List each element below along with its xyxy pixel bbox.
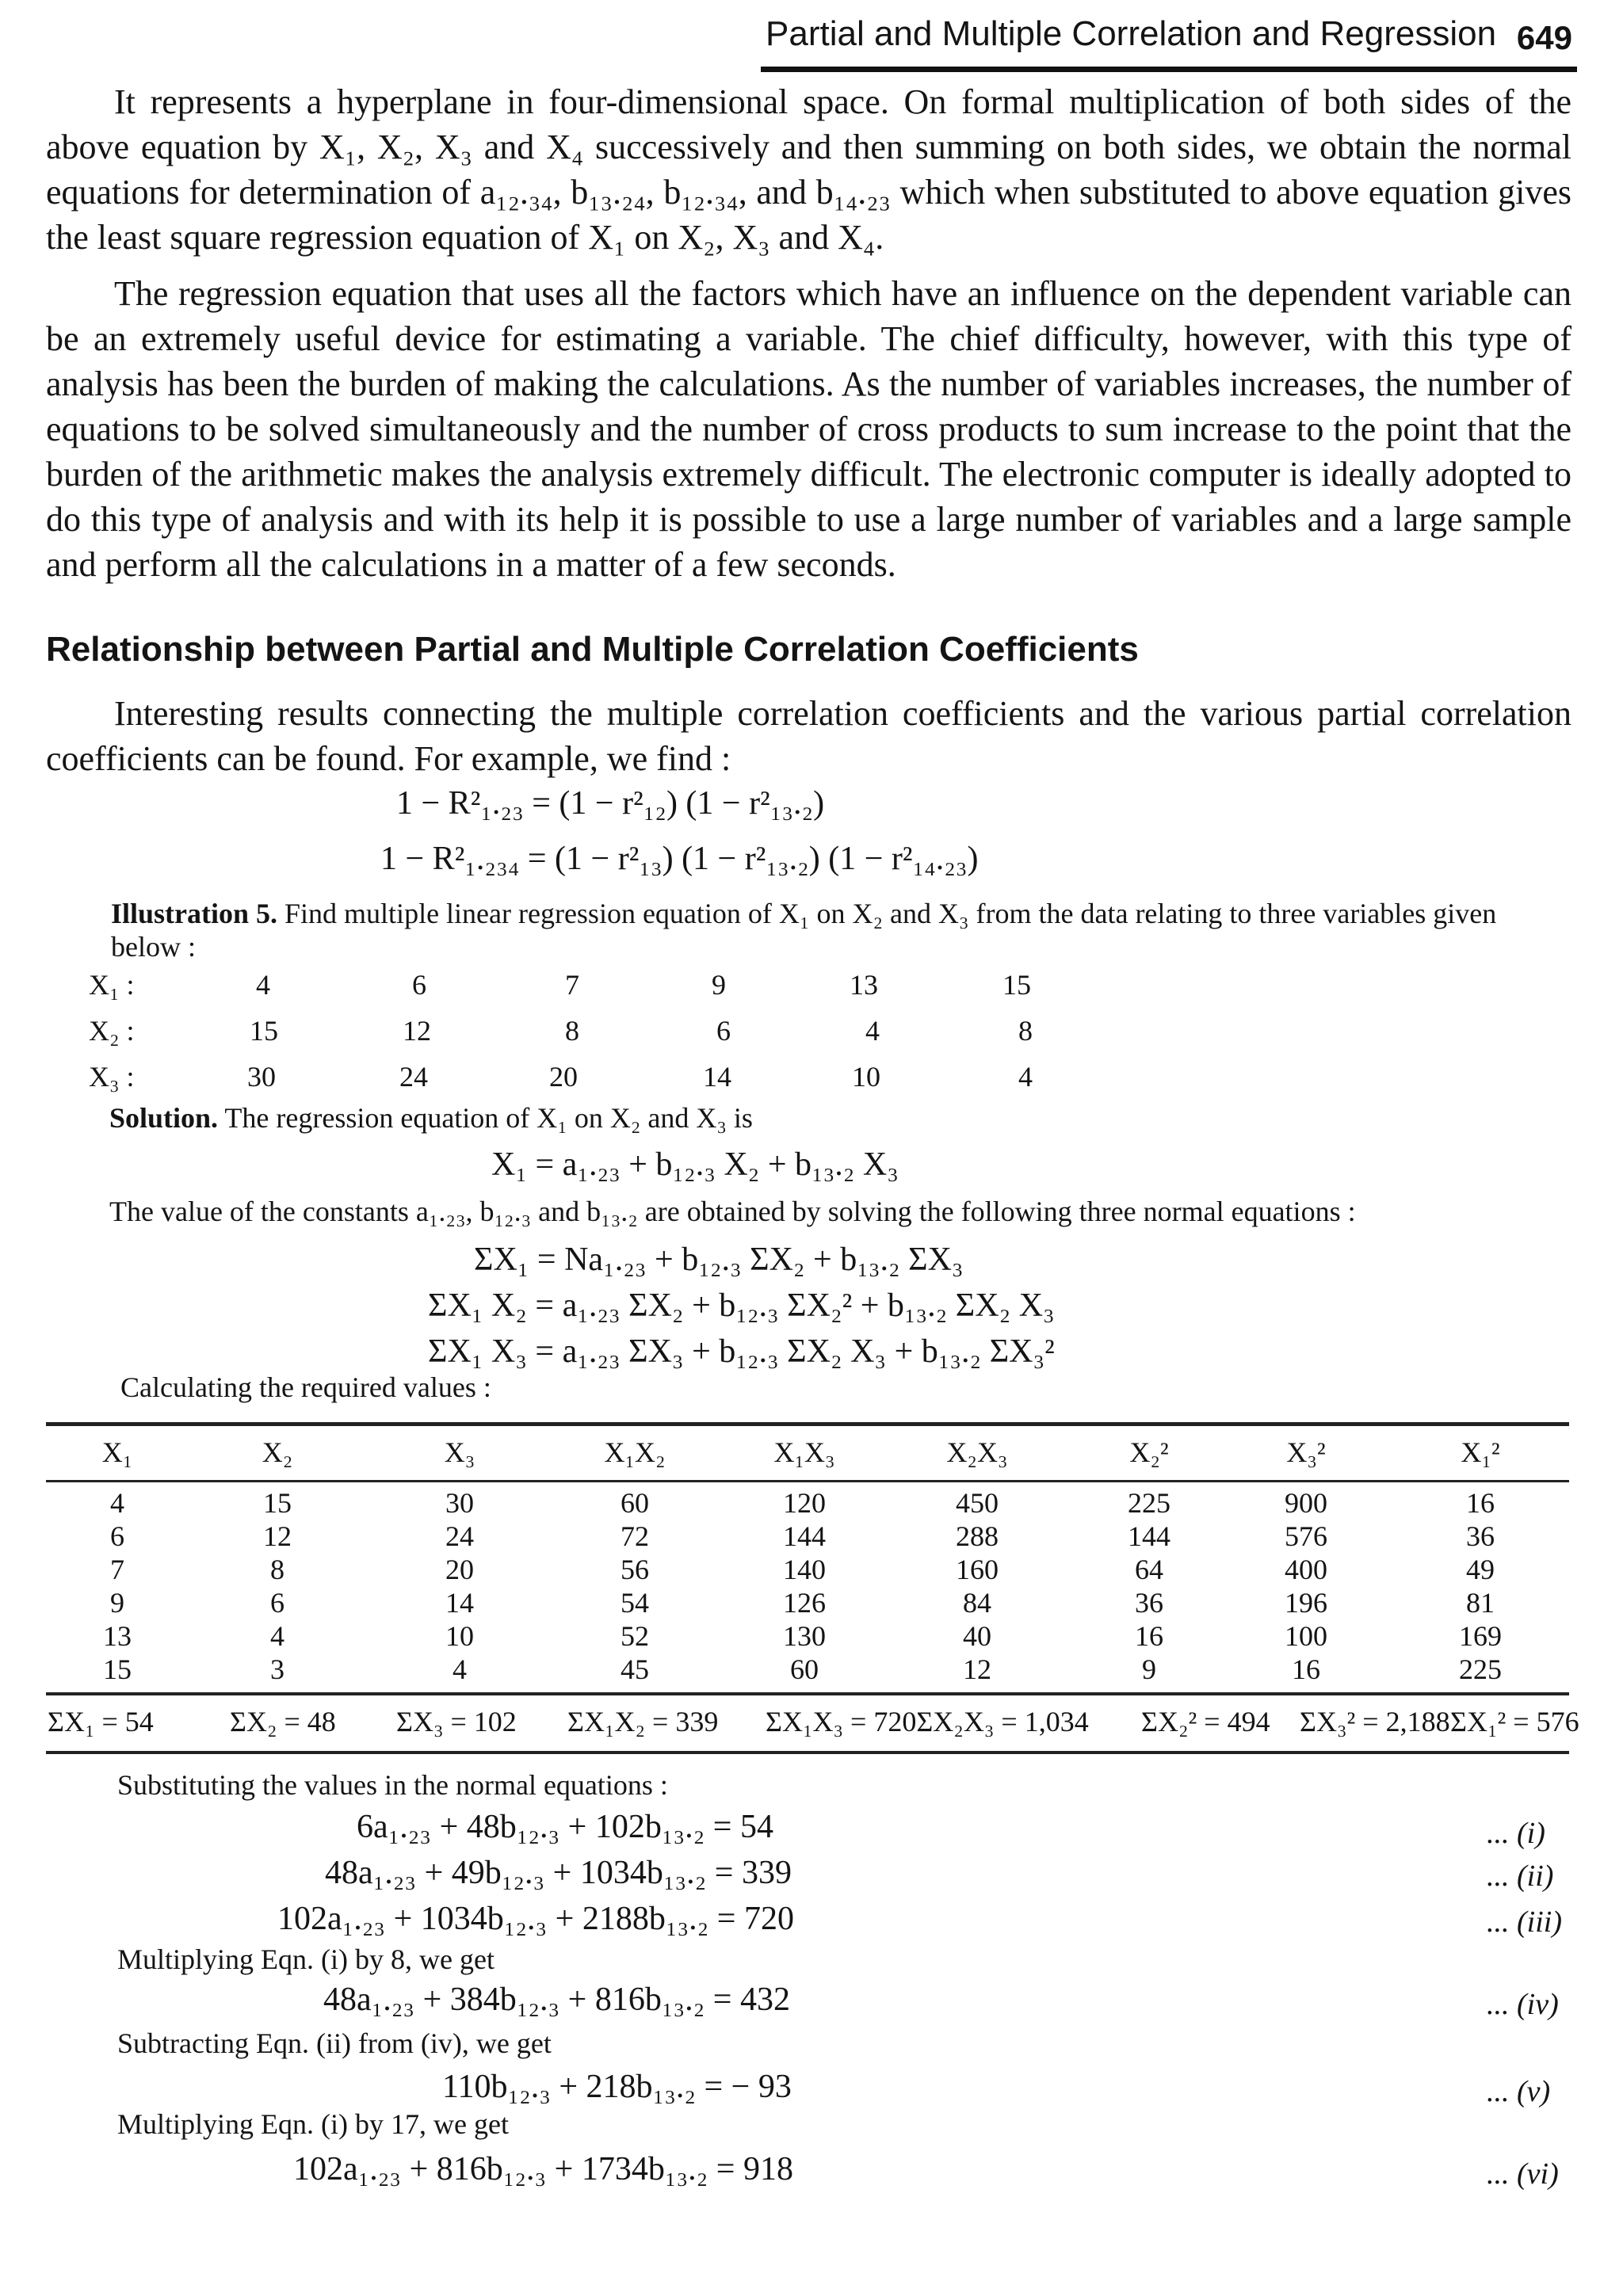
table-cell: 13 (103, 1620, 132, 1652)
table-header: X₃ (444, 1436, 475, 1468)
total-x3: ΣX₃ = 102 (396, 1706, 517, 1737)
given-x2-val: 8 (565, 1015, 579, 1047)
table-cell: 6 (110, 1520, 124, 1552)
table-cell: 16 (1292, 1653, 1320, 1685)
working-text-subtracting: Subtracting Eqn. (ii) from (iv), we get (117, 2027, 552, 2059)
table-cell: 225 (1128, 1487, 1170, 1519)
working-equation-v: 110b₁₂.₃ + 218b₁₃.₂ = − 93 (442, 2069, 792, 2105)
given-x3-val: 20 (549, 1061, 578, 1093)
given-x1-val: 13 (850, 969, 878, 1001)
table-cell: 72 (621, 1520, 649, 1552)
table-cell: 36 (1466, 1520, 1495, 1552)
table-cell: 14 (445, 1587, 474, 1619)
table-cell: 4 (453, 1653, 467, 1685)
table-cell: 3 (270, 1653, 285, 1685)
given-x1-label: X₁ : (89, 969, 135, 1001)
table-cell: 81 (1466, 1587, 1495, 1619)
table-cell: 144 (1128, 1520, 1170, 1552)
table-cell: 126 (783, 1587, 826, 1619)
table-header: X₃² (1286, 1436, 1326, 1468)
illustration-text: Find multiple linear regression equation of X₁ on X₂ and X₃ from the data relating to three variables given below : (111, 898, 1497, 963)
working-equation-iii: 102a₁.₂₃ + 1034b₁₂.₃ + 2188b₁₃.₂ = 720 (277, 1901, 794, 1937)
given-x3-val: 4 (1018, 1061, 1033, 1093)
table-cell: 100 (1285, 1620, 1327, 1652)
equation-tag-v: ... (v) (1487, 2075, 1551, 2108)
table-top-rule (46, 1422, 1569, 1426)
table-header: X₁X₂ (604, 1436, 666, 1468)
working-equation-iv: 48a₁.₂₃ + 384b₁₂.₃ + 816b₁₃.₂ = 432 (323, 1981, 790, 2018)
table-cell: 30 (445, 1487, 474, 1519)
given-x3-val: 14 (703, 1061, 731, 1093)
given-x1-val: 6 (412, 969, 426, 1001)
table-cell: 56 (621, 1554, 649, 1585)
table-cell: 160 (956, 1554, 999, 1585)
table-cell: 84 (963, 1587, 991, 1619)
table-cell: 576 (1285, 1520, 1327, 1552)
equation-tag-vi: ... (vi) (1487, 2157, 1559, 2191)
paragraph-hyperplane: It represents a hyperplane in four-dimensional space. On formal multiplication of both sides of the above equation by X₁, X₂, X₃ and X₄ successively and then summing on both sides, we obtain the normal equations for determination of a₁₂.₃₄, b₁₃.₂₄, b₁₂.₃₄, and b₁₄.₂₃ which when substituted to above equation gives the least square regression equation of X₁ on X₂, X₃ and X₄. (46, 82, 1571, 257)
given-x1-val: 9 (712, 969, 726, 1001)
total-x3-squared: ΣX₃² = 2,188 (1300, 1706, 1450, 1737)
table-header: X₁² (1461, 1436, 1500, 1468)
illustration-label: Illustration 5. (111, 898, 278, 929)
given-x3-val: 10 (852, 1061, 880, 1093)
table-cell: 169 (1459, 1620, 1502, 1652)
table-cell: 40 (963, 1620, 991, 1652)
table-cell: 12 (263, 1520, 292, 1552)
table-cell: 60 (790, 1653, 819, 1685)
table-cell: 64 (1135, 1554, 1163, 1585)
table-cell: 900 (1285, 1487, 1327, 1519)
section-heading: Relationship between Partial and Multiple Correlation Coefficients (46, 630, 1139, 669)
paragraph-interesting-results: Interesting results connecting the multiple correlation coefficients and the various partial correlation coefficients can be found. For example, we find : (46, 694, 1571, 778)
given-x2-val: 8 (1018, 1015, 1033, 1047)
table-cell: 49 (1466, 1554, 1495, 1585)
table-cell: 6 (270, 1587, 285, 1619)
table-cell: 7 (110, 1554, 124, 1585)
formula-r123: 1 − R²₁.₂₃ = (1 − r²₁₂) (1 − r²₁₃.₂) (396, 785, 825, 822)
given-x2-val: 6 (716, 1015, 731, 1047)
table-cell: 4 (110, 1487, 124, 1519)
table-cell: 15 (263, 1487, 292, 1519)
running-header-title: Partial and Multiple Correlation and Regression (766, 14, 1497, 53)
equation-tag-iv: ... (iv) (1487, 1988, 1559, 2021)
solution-text: The regression equation of X₁ on X₂ and X₃ is (224, 1102, 753, 1134)
table-header: X₂ (262, 1436, 293, 1468)
equation-tag-iii: ... (iii) (1487, 1905, 1562, 1939)
table-cell: 8 (270, 1554, 285, 1585)
illustration-5 (111, 897, 1569, 963)
given-x3-val: 30 (247, 1061, 276, 1093)
table-header: X₂X₃ (946, 1436, 1008, 1468)
given-x2-val: 12 (403, 1015, 431, 1047)
working-equation-i: 6a₁.₂₃ + 48b₁₂.₃ + 102b₁₃.₂ = 54 (357, 1809, 773, 1845)
table-cell: 288 (956, 1520, 999, 1552)
table-cell: 45 (621, 1653, 649, 1685)
table-header-rule (46, 1480, 1569, 1482)
table-cell: 12 (963, 1653, 991, 1685)
given-x1-val: 15 (1002, 969, 1031, 1001)
given-x3-val: 24 (399, 1061, 428, 1093)
working-equation-vi: 102a₁.₂₃ + 816b₁₂.₃ + 1734b₁₃.₂ = 918 (293, 2151, 793, 2187)
working-text-multiply-17: Multiplying Eqn. (i) by 17, we get (117, 2108, 509, 2140)
equation-tag-ii: ... (ii) (1487, 1859, 1554, 1893)
table-cell: 130 (783, 1620, 826, 1652)
table-cell: 400 (1285, 1554, 1327, 1585)
total-x2-squared: ΣX₂² = 494 (1141, 1706, 1270, 1737)
table-header: X₁ (101, 1436, 133, 1468)
working-text-substituting: Substituting the values in the normal equations : (117, 1769, 668, 1801)
table-cell: 52 (621, 1620, 649, 1652)
given-x1-val: 4 (256, 969, 270, 1001)
calc-text: Calculating the required values : (120, 1371, 491, 1403)
total-x2: ΣX₂ = 48 (230, 1706, 336, 1737)
table-cell: 120 (783, 1487, 826, 1519)
table-cell: 140 (783, 1554, 826, 1585)
normal-equation-2: ΣX₁ X₂ = a₁.₂₃ ΣX₂ + b₁₂.₃ ΣX₂² + b₁₃.₂ ΣX₂ X₃ (428, 1287, 1055, 1324)
table-cell: 196 (1285, 1587, 1327, 1619)
table-cell: 24 (445, 1520, 474, 1552)
table-cell: 9 (1142, 1653, 1156, 1685)
paragraph-regression-burden: The regression equation that uses all the factors which have an influence on the dependent variable can be an extremely useful device for estimating a variable. The chief difficulty, however, with this type of analysis has been the burden of making the calculations. As the number of variables increases, the number of equations to be solved simultaneously and the number of cross products to sum increase to the point that the burden of the arithmetic makes the analysis extremely difficult. The electronic computer is ideally adopted to do this type of analysis and with its help it is possible to use a large number of variables and a large sample and perform all the calculations in a matter of a few seconds. (46, 274, 1571, 584)
working-text-multiply-8: Multiplying Eqn. (i) by 8, we get (117, 1943, 495, 1975)
table-cell: 16 (1135, 1620, 1163, 1652)
given-x3-label: X₃ : (89, 1061, 135, 1093)
given-x2-val: 15 (250, 1015, 278, 1047)
table-bottom-rule (46, 1751, 1569, 1754)
equation-tag-i: ... (i) (1487, 1817, 1545, 1850)
regression-equation: X₁ = a₁.₂₃ + b₁₂.₃ X₂ + b₁₃.₂ X₃ (491, 1146, 899, 1183)
normal-equation-3: ΣX₁ X₃ = a₁.₂₃ ΣX₃ + b₁₂.₃ ΣX₂ X₃ + b₁₃.₂ ΣX₃² (428, 1333, 1055, 1370)
table-header: X₁X₃ (773, 1436, 835, 1468)
table-header: X₂² (1129, 1436, 1169, 1468)
total-x1-squared: ΣX₁² = 576 (1450, 1706, 1579, 1737)
solution-label: Solution. (109, 1102, 219, 1134)
table-cell: 10 (445, 1620, 474, 1652)
table-cell: 144 (783, 1520, 826, 1552)
table-cell: 4 (270, 1620, 285, 1652)
table-cell: 54 (621, 1587, 649, 1619)
table-cell: 36 (1135, 1587, 1163, 1619)
table-cell: 225 (1459, 1653, 1502, 1685)
total-x1: ΣX₁ = 54 (48, 1706, 154, 1737)
table-cell: 60 (621, 1487, 649, 1519)
table-cell: 20 (445, 1554, 474, 1585)
given-x1-val: 7 (565, 969, 579, 1001)
table-body-rule (46, 1692, 1569, 1695)
table-cell: 15 (103, 1653, 132, 1685)
solution-intro (109, 1101, 753, 1135)
formula-r1234: 1 − R²₁.₂₃₄ = (1 − r²₁₃) (1 − r²₁₃.₂) (1 − r²₁₄.₂₃) (380, 841, 979, 877)
total-x1x2: ΣX₁X₂ = 339 (567, 1706, 719, 1737)
constants-text: The value of the constants a₁.₂₃, b₁₂.₃ and b₁₃.₂ are obtained by solving the following three normal equations : (109, 1196, 1356, 1227)
total-x1x3-x2x3: ΣX₁X₃ = 720ΣX₂X₃ = 1,034 (766, 1706, 1089, 1737)
running-header (761, 5, 1577, 72)
working-equation-ii: 48a₁.₂₃ + 49b₁₂.₃ + 1034b₁₃.₂ = 339 (325, 1855, 792, 1891)
given-x2-val: 4 (865, 1015, 880, 1047)
table-cell: 16 (1466, 1487, 1495, 1519)
normal-equation-1: ΣX₁ = Na₁.₂₃ + b₁₂.₃ ΣX₂ + b₁₃.₂ ΣX₃ (474, 1241, 964, 1278)
table-cell: 450 (956, 1487, 999, 1519)
page-number: 649 (1516, 19, 1572, 56)
table-cell: 9 (110, 1587, 124, 1619)
given-x2-label: X₂ : (89, 1015, 135, 1047)
